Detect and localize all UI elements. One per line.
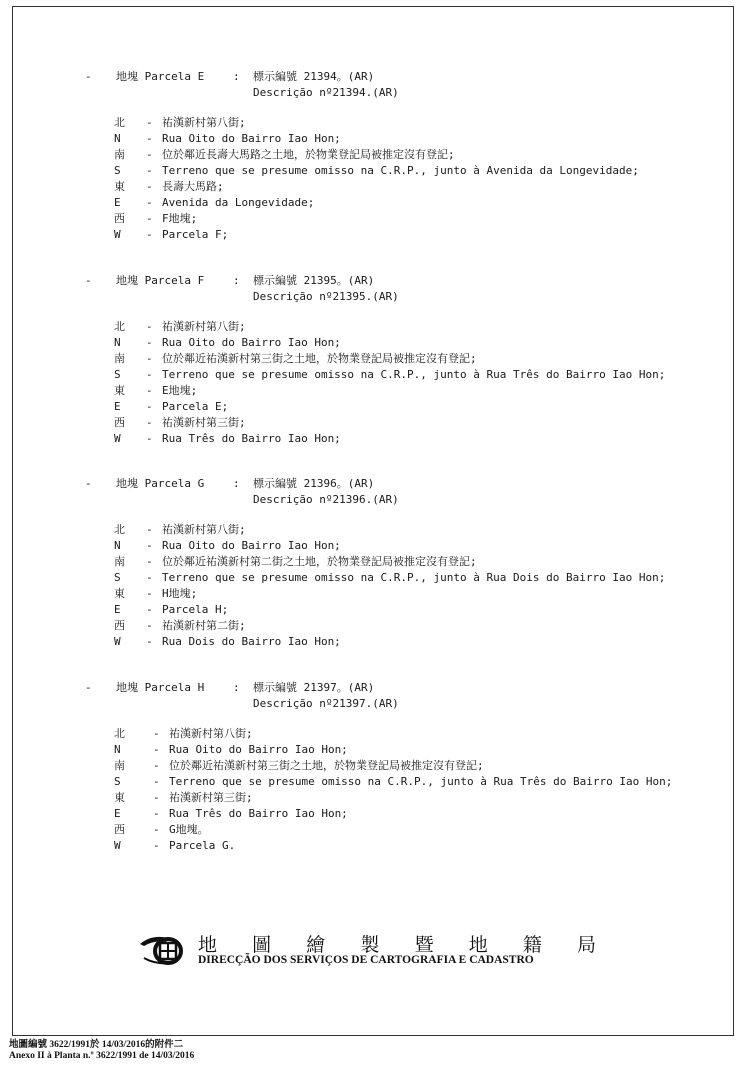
separator-dash: -: [146, 148, 153, 161]
direction-label: N: [114, 743, 121, 756]
boundary-text: Parcela G.: [169, 839, 236, 852]
boundary-row: [85, 179, 639, 195]
direction-label: N: [114, 539, 121, 552]
boundary-row: [85, 758, 672, 774]
boundary-row: [85, 335, 665, 351]
separator-dash: -: [146, 571, 153, 584]
boundary-text: E地塊;: [162, 384, 198, 397]
boundary-text: Avenida da Longevidade;: [162, 196, 315, 209]
bureau-char: 局: [576, 934, 596, 956]
boundary-text: 祐漢新村第八街;: [162, 116, 246, 129]
boundary-text: 祐漢新村第三街;: [169, 791, 253, 804]
boundary-row: [85, 415, 665, 431]
boundary-text: Parcela E;: [162, 400, 229, 413]
boundary-row: [85, 522, 665, 538]
direction-label: S: [114, 571, 121, 584]
boundary-text: Rua Oito do Bairro Iao Hon;: [162, 336, 341, 349]
boundary-text: Terreno que se presume omisso na C.R.P., junto à Rua Três do Bairro Iao Hon;: [169, 775, 673, 788]
bureau-char: 地: [198, 934, 218, 956]
boundary-row: [85, 195, 639, 211]
boundary-row: [85, 399, 665, 415]
separator-dash: -: [146, 320, 153, 333]
direction-label: S: [114, 775, 121, 788]
separator-dash: -: [146, 432, 153, 445]
separator-dash: -: [146, 400, 153, 413]
bullet-dash: -: [85, 274, 92, 287]
boundaries-list: [85, 319, 665, 447]
separator-dash: -: [146, 603, 153, 616]
colon: :: [233, 70, 240, 83]
boundary-row: [85, 431, 665, 447]
footer-line-cn: 地圖編號 3622/1991於 14/03/2016的附件二: [9, 1040, 184, 1050]
separator-dash: -: [146, 352, 153, 365]
direction-label: 西: [114, 823, 125, 836]
boundary-row: [85, 367, 665, 383]
bureau-char: 繪: [306, 934, 326, 956]
colon: :: [233, 477, 240, 490]
boundary-text: H地塊;: [162, 587, 198, 600]
separator-dash: -: [153, 823, 160, 836]
direction-label: 北: [114, 116, 125, 129]
parcel-header: [85, 680, 672, 712]
separator-dash: -: [153, 727, 160, 740]
boundary-row: [85, 383, 665, 399]
direction-label: 南: [114, 759, 125, 772]
separator-dash: -: [146, 212, 153, 225]
boundary-row: [85, 211, 639, 227]
boundary-text: 祐漢新村第八街;: [162, 523, 246, 536]
boundary-row: [85, 227, 639, 243]
separator-dash: -: [153, 807, 160, 820]
boundary-text: Parcela H;: [162, 603, 229, 616]
description-pt: Descrição nº21396.(AR): [253, 493, 399, 506]
boundary-text: Terreno que se presume omisso na C.R.P., junto à Rua Três do Bairro Iao Hon;: [162, 368, 666, 381]
boundary-text: Rua Oito do Bairro Iao Hon;: [162, 132, 341, 145]
description-pt: Descrição nº21394.(AR): [253, 86, 399, 99]
bureau-char: 暨: [414, 934, 434, 956]
boundary-text: Terreno que se presume omisso na C.R.P., junto à Avenida da Longevidade;: [162, 164, 639, 177]
bureau-name-cn: [198, 930, 596, 957]
separator-dash: -: [146, 635, 153, 648]
boundary-row: [85, 618, 665, 634]
direction-label: S: [114, 368, 121, 381]
boundary-row: [85, 774, 672, 790]
direction-label: 西: [114, 416, 125, 429]
bullet-dash: -: [85, 70, 92, 83]
parcel-header: [85, 273, 665, 305]
description-cn: 標示編號 21397。(AR): [253, 681, 375, 694]
boundary-row: [85, 602, 665, 618]
boundary-text: 位於鄰近祐漢新村第三街之土地，於物業登記局被推定沒有登記;: [169, 759, 484, 772]
boundary-row: [85, 538, 665, 554]
separator-dash: -: [146, 132, 153, 145]
boundary-row: [85, 726, 672, 742]
boundary-text: 祐漢新村第三街;: [162, 416, 246, 429]
boundary-text: 位於鄰近祐漢新村第三街之土地，於物業登記局被推定沒有登記;: [162, 352, 477, 365]
boundary-text: G地塊。: [169, 823, 209, 836]
boundaries-list: [85, 522, 665, 650]
boundary-text: 祐漢新村第二街;: [162, 619, 246, 632]
bureau-char: 圖: [252, 934, 272, 956]
bullet-dash: -: [85, 477, 92, 490]
direction-label: 南: [114, 555, 125, 568]
separator-dash: -: [146, 416, 153, 429]
bureau-char: 地: [468, 934, 488, 956]
direction-label: 東: [114, 587, 125, 600]
direction-label: E: [114, 196, 121, 209]
separator-dash: -: [146, 587, 153, 600]
parcel-label: 地塊 Parcela F: [116, 274, 205, 287]
boundary-text: F地塊;: [162, 212, 198, 225]
description-pt: Descrição nº21395.(AR): [253, 290, 399, 303]
separator-dash: -: [146, 180, 153, 193]
direction-label: S: [114, 164, 121, 177]
boundary-text: 位於鄰近長壽大馬路之土地，於物業登記局被推定沒有登記;: [162, 148, 455, 161]
bureau-char: 籍: [522, 934, 542, 956]
direction-label: E: [114, 603, 121, 616]
boundary-text: Rua Oito do Bairro Iao Hon;: [169, 743, 348, 756]
parcel-block-h: [85, 680, 672, 854]
separator-dash: -: [146, 336, 153, 349]
boundary-row: [85, 554, 665, 570]
boundary-row: [85, 822, 672, 838]
boundary-text: Terreno que se presume omisso na C.R.P., junto à Rua Dois do Bairro Iao Hon;: [162, 571, 666, 584]
parcel-block-f: [85, 273, 665, 447]
separator-dash: -: [153, 759, 160, 772]
separator-dash: -: [146, 116, 153, 129]
boundary-text: 祐漢新村第八街;: [162, 320, 246, 333]
boundary-text: Rua Três do Bairro Iao Hon;: [169, 807, 348, 820]
colon: :: [233, 274, 240, 287]
bullet-dash: -: [85, 681, 92, 694]
separator-dash: -: [153, 839, 160, 852]
direction-label: 東: [114, 384, 125, 397]
boundary-text: 長壽大馬路;: [162, 180, 224, 193]
annex-footer: [9, 1040, 194, 1062]
boundary-row: [85, 131, 639, 147]
direction-label: 北: [114, 320, 125, 333]
direction-label: E: [114, 807, 121, 820]
colon: :: [233, 681, 240, 694]
direction-label: N: [114, 336, 121, 349]
separator-dash: -: [146, 196, 153, 209]
direction-label: 北: [114, 523, 125, 536]
boundaries-list: [85, 115, 639, 243]
separator-dash: -: [146, 228, 153, 241]
description-cn: 標示編號 21395。(AR): [253, 274, 375, 287]
separator-dash: -: [146, 164, 153, 177]
separator-dash: -: [146, 555, 153, 568]
parcel-header: [85, 69, 639, 101]
separator-dash: -: [146, 384, 153, 397]
bureau-logo: [138, 926, 598, 976]
separator-dash: -: [153, 791, 160, 804]
parcel-header: [85, 476, 665, 508]
parcel-label: 地塊 Parcela G: [116, 477, 205, 490]
direction-label: E: [114, 400, 121, 413]
boundary-row: [85, 838, 672, 854]
boundary-text: 位於鄰近祐漢新村第二街之土地，於物業登記局被推定沒有登記;: [162, 555, 477, 568]
boundary-text: Parcela F;: [162, 228, 229, 241]
boundary-row: [85, 163, 639, 179]
separator-dash: -: [153, 775, 160, 788]
boundary-row: [85, 634, 665, 650]
direction-label: 東: [114, 180, 125, 193]
boundary-row: [85, 115, 639, 131]
bureau-name-pt: DIRECÇÃO DOS SERVIÇOS DE CARTOGRAFIA E CADASTRO: [198, 954, 534, 966]
parcel-block-e: [85, 69, 639, 243]
footer-line-pt: Anexo II à Planta n.º 3622/1991 de 14/03/2016: [9, 1051, 195, 1061]
parcel-block-g: [85, 476, 665, 650]
boundary-text: Rua Dois do Bairro Iao Hon;: [162, 635, 341, 648]
description-cn: 標示編號 21396。(AR): [253, 477, 375, 490]
bureau-char: 製: [360, 934, 380, 956]
boundary-row: [85, 570, 665, 586]
direction-label: W: [114, 635, 121, 648]
direction-label: 北: [114, 727, 125, 740]
boundary-row: [85, 806, 672, 822]
direction-label: 南: [114, 148, 125, 161]
boundary-row: [85, 147, 639, 163]
direction-label: 西: [114, 212, 125, 225]
cartography-emblem-icon: [138, 932, 186, 966]
direction-label: 西: [114, 619, 125, 632]
boundary-text: Rua Oito do Bairro Iao Hon;: [162, 539, 341, 552]
separator-dash: -: [146, 523, 153, 536]
parcel-label: 地塊 Parcela H: [116, 681, 205, 694]
boundary-text: Rua Três do Bairro Iao Hon;: [162, 432, 341, 445]
direction-label: N: [114, 132, 121, 145]
description-pt: Descrição nº21397.(AR): [253, 697, 399, 710]
boundary-row: [85, 351, 665, 367]
separator-dash: -: [146, 619, 153, 632]
boundaries-list: [85, 726, 672, 854]
separator-dash: -: [153, 743, 160, 756]
direction-label: W: [114, 228, 121, 241]
boundary-row: [85, 742, 672, 758]
direction-label: W: [114, 839, 121, 852]
separator-dash: -: [146, 539, 153, 552]
boundary-row: [85, 319, 665, 335]
boundary-text: 祐漢新村第八街;: [169, 727, 253, 740]
parcel-label: 地塊 Parcela E: [116, 70, 205, 83]
direction-label: 東: [114, 791, 125, 804]
direction-label: 南: [114, 352, 125, 365]
boundary-row: [85, 790, 672, 806]
description-cn: 標示編號 21394。(AR): [253, 70, 375, 83]
separator-dash: -: [146, 368, 153, 381]
direction-label: W: [114, 432, 121, 445]
boundary-row: [85, 586, 665, 602]
